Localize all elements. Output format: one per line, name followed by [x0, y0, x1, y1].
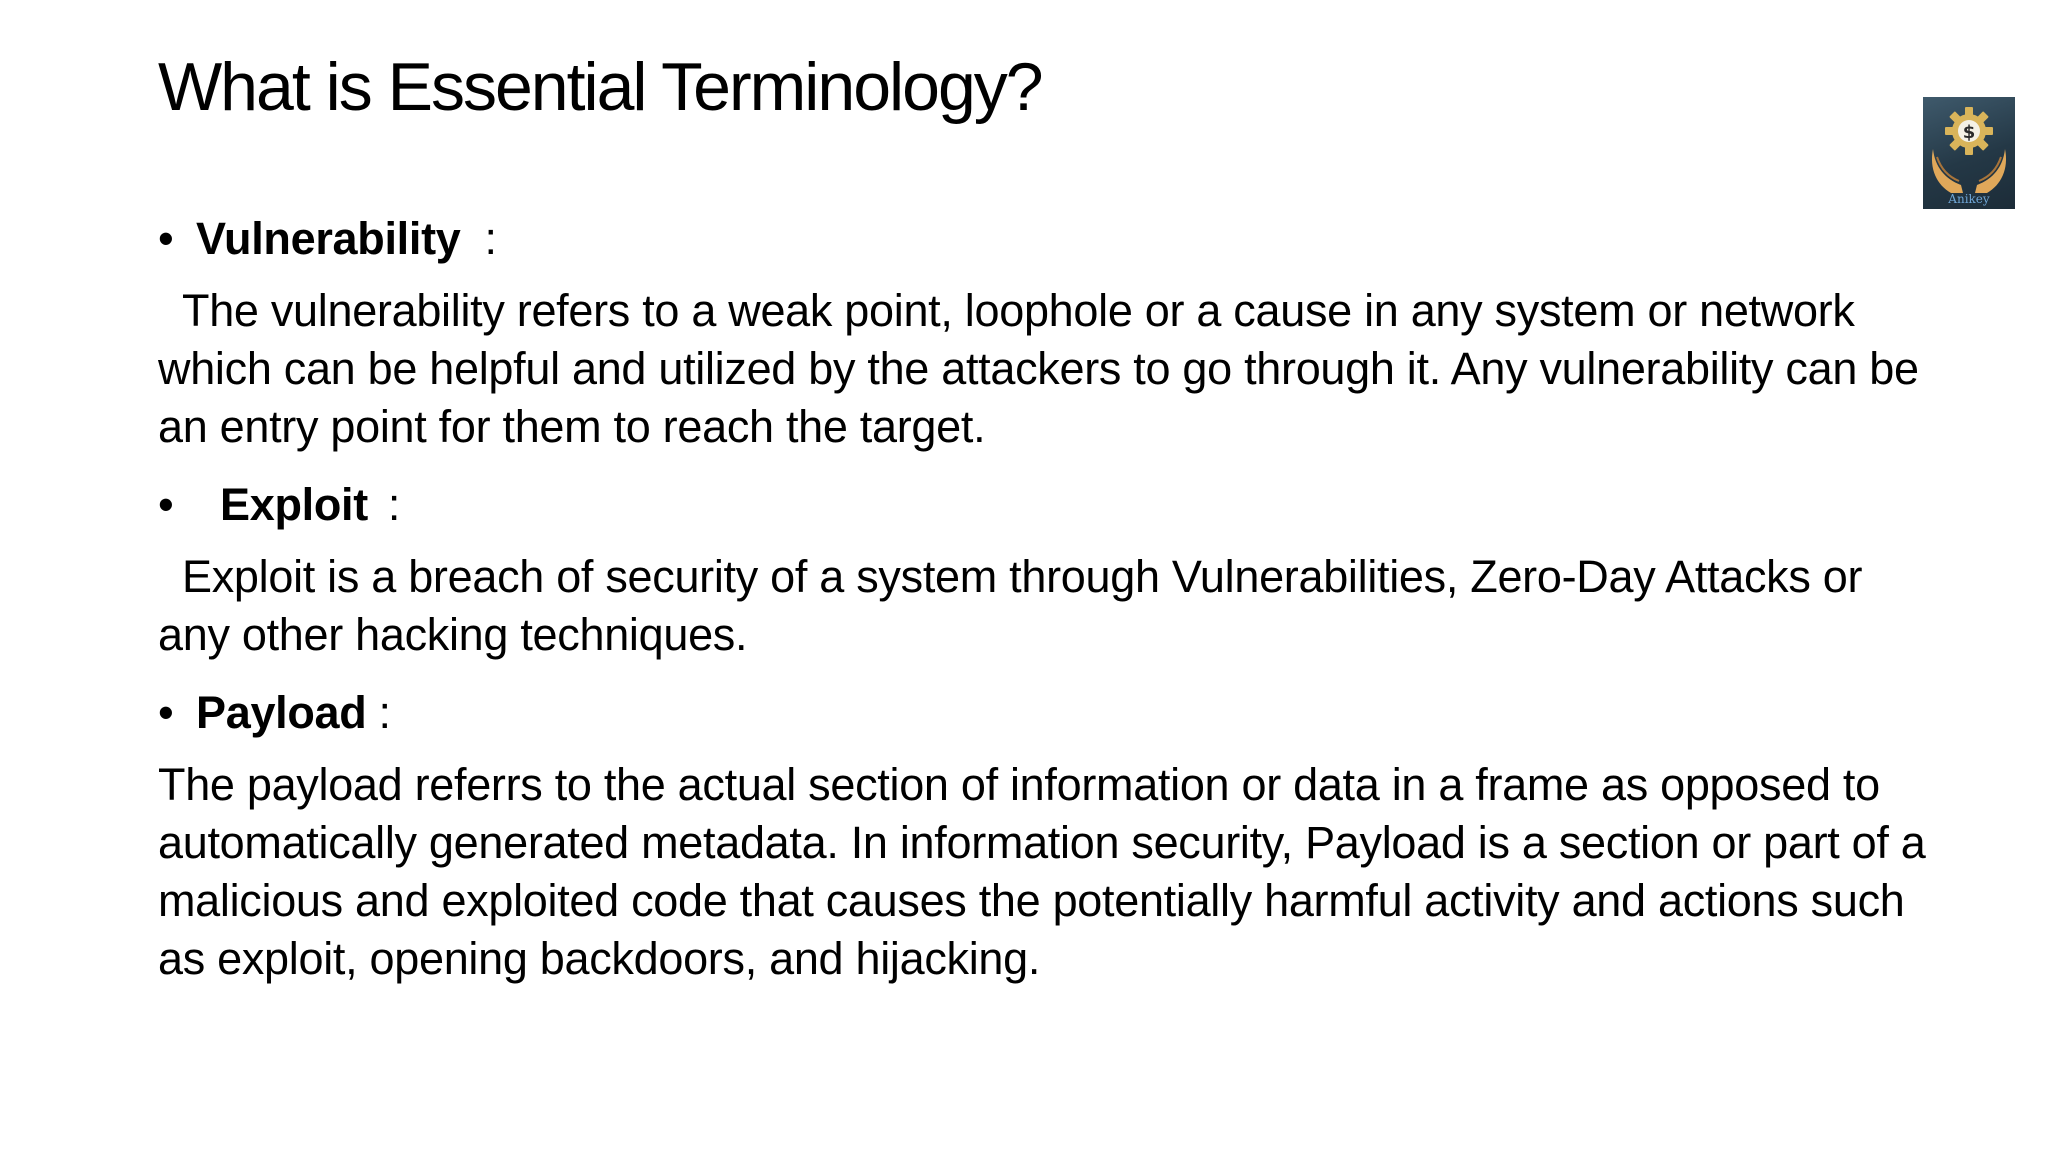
term-colon: :	[387, 479, 401, 530]
hands-gear-dollar-logo	[1923, 97, 2015, 209]
bullet-icon: •	[158, 479, 174, 530]
term-definition-vulnerability: The vulnerability refers to a weak point, loophole or a cause in any system or network which can be helpful and utilized by the attackers to go through it. Any vulnerability can be an entry point for them to reach the target.	[158, 285, 1919, 452]
terms-list	[158, 210, 1938, 1008]
term-name: Payload	[196, 687, 367, 738]
slide-title: What is Essential Terminology?	[158, 49, 1042, 125]
term-name: Exploit	[220, 479, 368, 530]
bullet-icon: •	[158, 687, 174, 738]
term-colon: :	[378, 687, 391, 738]
term-heading-vulnerability	[158, 210, 1938, 268]
term-colon: :	[484, 213, 497, 264]
bullet-icon: •	[158, 213, 174, 264]
term-heading-payload	[158, 684, 1938, 742]
term-definition-payload: The payload referrs to the actual section of information or data in a frame as opposed to automatically generated metadata. In information security, Payload is a section or part of a malicious and exploited code that causes the potentially harmful activity and actions such as exploit, opening backdoors, and hijacking.	[158, 759, 1926, 984]
term-definition-exploit: Exploit is a breach of security of a system through Vulnerabilities, Zero-Day Attacks or any other hacking techniques.	[158, 551, 1863, 660]
term-name: Vulnerability	[196, 213, 461, 264]
term-heading-exploit	[158, 476, 1938, 534]
svg-text:$: $	[1962, 122, 1976, 143]
logo-text: Anikey	[1948, 192, 1990, 206]
